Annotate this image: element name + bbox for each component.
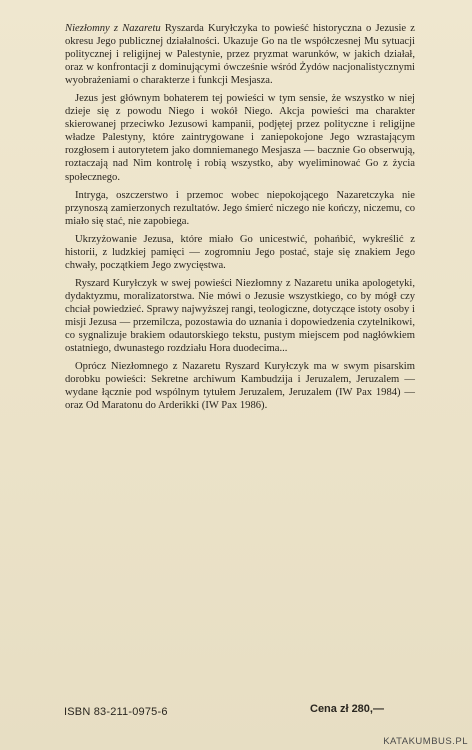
paragraph-1 bbox=[65, 22, 415, 87]
paragraph-2: Jezus jest głównym bohaterem tej powieści w tym sensie, że wszystko w niej dzieje się z powodu Niego i wokół Niego. Akcja powieści ma charakter skierowanej przeciwko Jezusowi kampanii, podjętej przez polityczne i religijne władze Palestyny, które zaintrygowane i zaniepokojone Jego wzrastającym rozgłosem i autorytetem jako domniemanego Mesjasza — bacznie Go obserwują, roztaczają nad Nim kontrolę i robią wszystko, aby wyeliminować Go z życia społecznego. bbox=[65, 93, 415, 183]
paragraph-3: Intryga, oszczerstwo i przemoc wobec niepokojącego Nazaretczyka nie przynoszą zamierzonych rezultatów. Jego śmierć niczego nie kończy, niczemu, co miało się stać, nie zapobiega. bbox=[65, 189, 415, 227]
book-title-italic: Niezłomny z Nazaretu bbox=[65, 23, 161, 34]
price-label: Cena zł 280,— bbox=[310, 703, 384, 715]
paragraph-4: Ukrzyżowanie Jezusa, które miało Go unicestwić, pohańbić, wykreślić z historii, z ludzkiej pamięci — zogromniu Jego postać, staje się znakiem Jego chwały, początkiem Jego zwycięstwa. bbox=[65, 233, 415, 271]
isbn-label: ISBN 83-211-0975-6 bbox=[64, 706, 168, 718]
paragraph-1-text: Ryszarda Kuryłczyka to powieść historyczna o Jezusie z okresu Jego publicznej działalności. Ukazuje Go na tle współczesnej Mu sytuacji politycznej i religijnej w Palestynie, przez pryzmat warunków, w jakich działał, oraz w konfrontacji z dominującymi ówcześnie wśród Żydów nacjonalistycznymi wyobrażeniami o charakterze i funkcji Mesjasza. bbox=[65, 23, 415, 87]
paragraph-6: Oprócz Niezłomnego z Nazaretu Ryszard Kuryłczyk ma w swym pisarskim dorobku powieści: Sekretne archiwum Kambudzija i Jeruzalem, Jeruzalem — wydane łącznie pod wspólnym tytułem Jeruzalem, Jeruzalem (IW Pax 1984) — oraz Od Maratonu do Arderikki (IW Pax 1986). bbox=[65, 361, 415, 412]
paragraph-5: Ryszard Kuryłczyk w swej powieści Niezłomny z Nazaretu unika apologetyki, dydaktyzmu, moralizatorstwa. Nie mówi o Jezusie wszystkiego, co by mógł czy chciał powiedzieć. Sprawy najwyższej rangi, teologiczne, dotyczące istoty osoby i misji Jezusa — przemilcza, pozostawia do uznania i dopowiedzenia czytelnikowi, co sygnalizuje brakiem odautorskiego tekstu, pustym miejscem pod nagłówkiem ostatniego, dwunastego rozdziału Hora duodecima... bbox=[65, 277, 415, 355]
blurb-text bbox=[65, 22, 415, 417]
watermark-text: KATAKUMBUS.PL bbox=[383, 736, 468, 747]
